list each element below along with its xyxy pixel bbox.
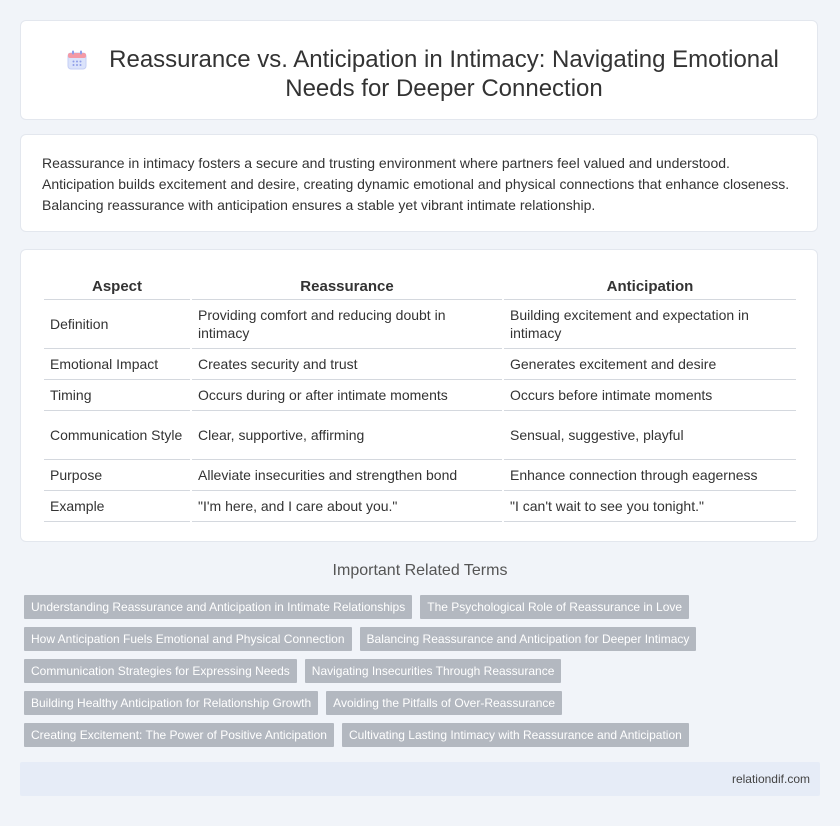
- table-row: [44, 411, 796, 460]
- table-row: [44, 491, 796, 522]
- table-row: [44, 380, 796, 411]
- table-row: [44, 349, 796, 380]
- table-cell: Communication Style: [44, 411, 190, 460]
- table-cell: Creates security and trust: [192, 349, 502, 380]
- related-term-link[interactable]: Balancing Reassurance and Anticipation for Deeper Intimacy: [360, 627, 697, 651]
- page-title: Reassurance vs. Anticipation in Intimacy: Navigating Emotional Needs for Deeper Connection: [109, 46, 779, 102]
- table-cell: Example: [44, 491, 190, 522]
- table-cell: Purpose: [44, 460, 190, 491]
- intro-card: [20, 134, 818, 232]
- table-cell: Alleviate insecurities and strengthen bond: [192, 460, 502, 491]
- table-row: [44, 460, 796, 491]
- table-cell: Providing comfort and reducing doubt in intimacy: [192, 300, 502, 349]
- related-term-link[interactable]: The Psychological Role of Reassurance in Love: [420, 595, 689, 619]
- footer: [20, 762, 820, 796]
- footer-site-link[interactable]: relationdif.com: [731, 772, 810, 786]
- table-cell: "I can't wait to see you tonight.": [504, 491, 796, 522]
- related-terms-list: [24, 595, 724, 755]
- table-cell: Clear, supportive, affirming: [192, 411, 502, 460]
- related-term-link[interactable]: Creating Excitement: The Power of Positive Anticipation: [24, 723, 334, 747]
- table-cell: Emotional Impact: [44, 349, 190, 380]
- header-anticipation: Anticipation: [504, 274, 796, 300]
- comparison-table-card: [20, 249, 818, 542]
- header-aspect: Aspect: [44, 274, 190, 300]
- table-cell: Building excitement and expectation in intimacy: [504, 300, 796, 349]
- table-cell: Timing: [44, 380, 190, 411]
- related-term-link[interactable]: Building Healthy Anticipation for Relationship Growth: [24, 691, 318, 715]
- related-term-link[interactable]: Navigating Insecurities Through Reassurance: [305, 659, 562, 683]
- title-card: [20, 20, 818, 120]
- table-cell: Generates excitement and desire: [504, 349, 796, 380]
- intro-text: Reassurance in intimacy fosters a secure and trusting environment where partners feel valued and understood. Anticipation builds excitement and desire, creating dynamic emotional and physical connections that enhance closeness. Balancing reassurance with anticipation ensures a stable yet vibrant intimate relationship.: [42, 155, 790, 213]
- header-reassurance: Reassurance: [192, 274, 502, 300]
- related-term-link[interactable]: Understanding Reassurance and Anticipation in Intimate Relationships: [24, 595, 412, 619]
- table-cell: Definition: [44, 300, 190, 349]
- table-cell: Occurs during or after intimate moments: [192, 380, 502, 411]
- table-cell: Enhance connection through eagerness: [504, 460, 796, 491]
- comparison-table: [42, 274, 798, 522]
- table-header-row: [44, 274, 796, 300]
- table-cell: Sensual, suggestive, playful: [504, 411, 796, 460]
- related-terms-heading: Important Related Terms: [332, 562, 508, 579]
- calendar-icon: [65, 48, 89, 72]
- related-term-link[interactable]: Communication Strategies for Expressing Needs: [24, 659, 297, 683]
- related-term-link[interactable]: How Anticipation Fuels Emotional and Physical Connection: [24, 627, 352, 651]
- related-term-link[interactable]: Avoiding the Pitfalls of Over-Reassurance: [326, 691, 562, 715]
- table-cell: "I'm here, and I care about you.": [192, 491, 502, 522]
- table-row: [44, 300, 796, 349]
- related-term-link[interactable]: Cultivating Lasting Intimacy with Reassurance and Anticipation: [342, 723, 689, 747]
- table-cell: Occurs before intimate moments: [504, 380, 796, 411]
